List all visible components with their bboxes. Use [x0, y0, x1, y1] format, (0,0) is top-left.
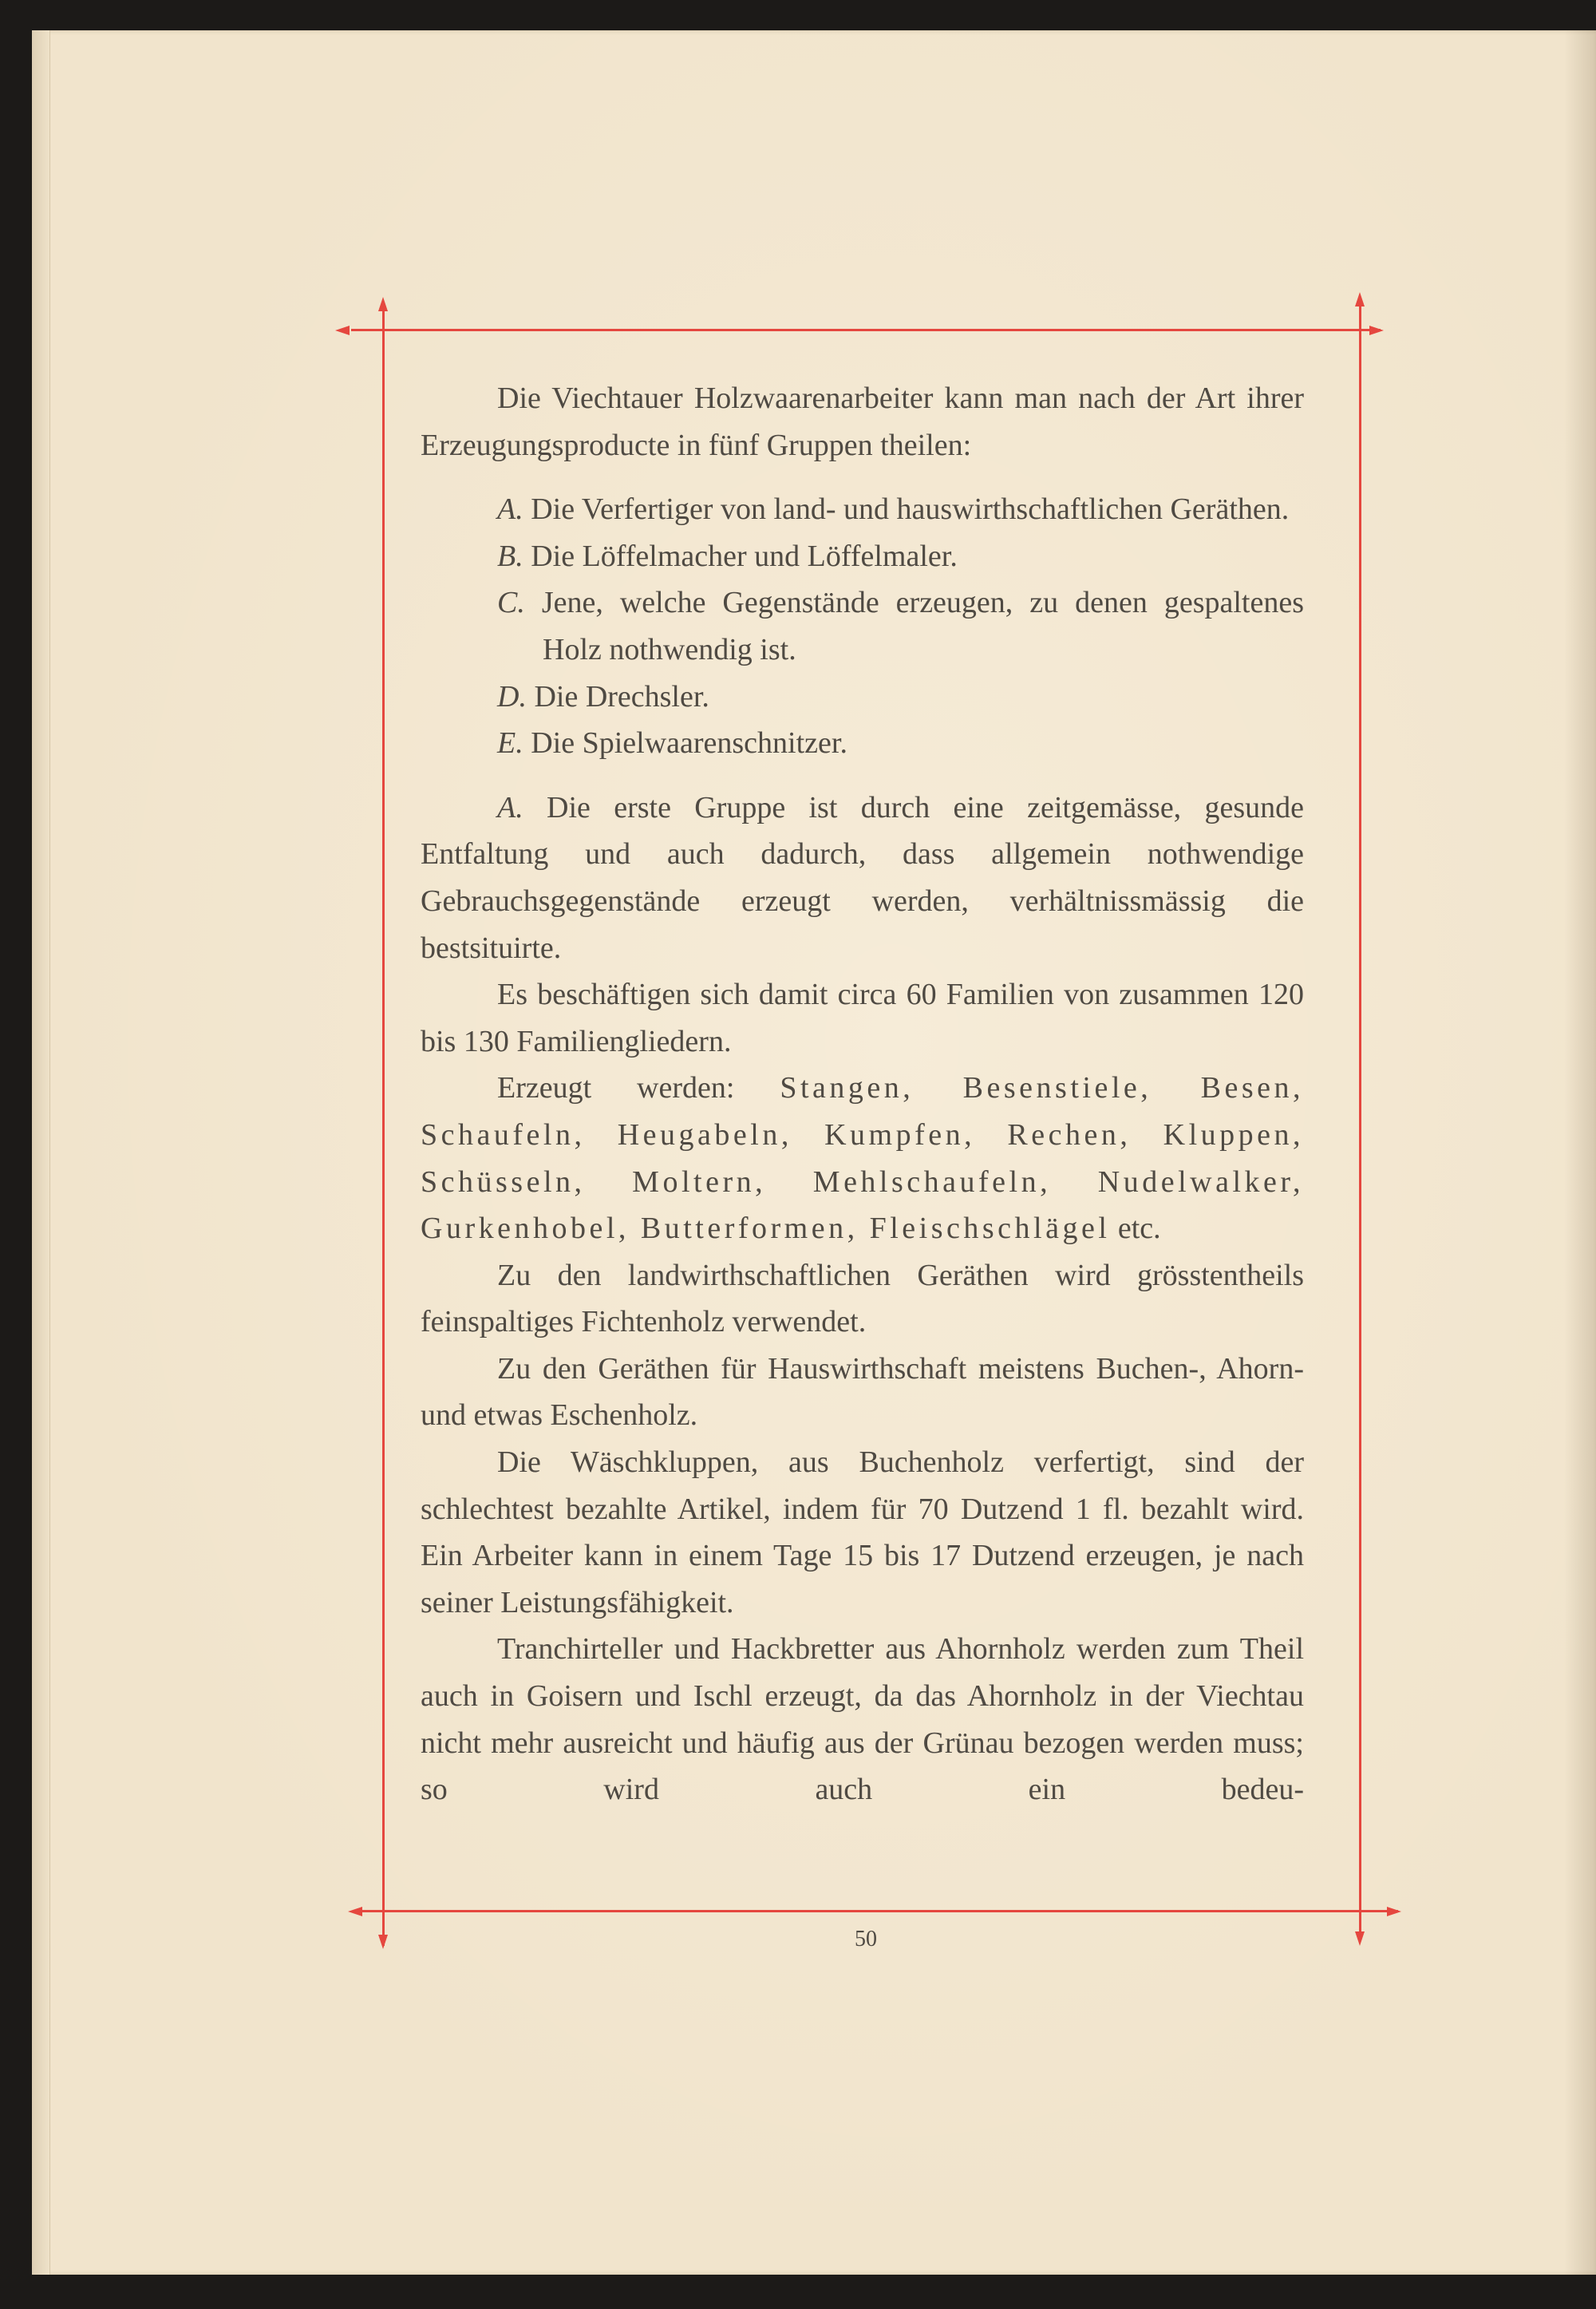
group-text: Die Drechsler. [534, 679, 709, 714]
intro-paragraph: Die Viechtauer Holzwaarenarbeiter kann man nach der Art ihrer Erzeugungsproducte in fünf Gruppen theilen: [421, 382, 1304, 462]
group-list [421, 486, 1304, 767]
group-letter: E. [497, 726, 523, 761]
group-letter: C. [497, 586, 525, 620]
group-letter: A. [497, 492, 523, 527]
group-text: Die Verfertiger von land- und hauswirthschaftlichen Geräthen. [531, 492, 1290, 527]
group-text: Die Spielwaarenschnitzer. [531, 726, 847, 761]
frame-arrow-top-left-icon [335, 326, 350, 335]
paragraph-text: Die erste Gruppe ist durch eine zeitgemässe, gesunde Entfaltung und auch dadurch, dass allgemein nothwendige Gebrauchsgegenstände erzeugt werden, verhältnissmässig die bestsituirte. [421, 790, 1304, 965]
gutter-shadow [1564, 30, 1596, 2275]
frame-arrow-top-right-icon [1369, 326, 1384, 335]
page-edge [32, 30, 50, 2275]
list-item [421, 579, 1304, 673]
paragraph: Die Wäschkluppen, aus Buchenholz verfertigt, sind der schlechtest bezahlte Artikel, indem für 70 Dutzend 1 fl. bezahlt wird. Ein Arbeiter kann in einem Tage 15 bis 17 Dutzend erzeugen, je nach seiner Leistungsfähigkeit. [421, 1445, 1304, 1619]
paragraph-lead: Erzeugt werden: [497, 1071, 735, 1105]
frame-right-line [1359, 297, 1361, 1941]
page-number: 50 [855, 1927, 877, 1951]
group-text: Die Löffelmacher und Löffelmaler. [531, 539, 958, 573]
list-item [421, 720, 1304, 767]
frame-left-line [382, 302, 385, 1946]
list-item [421, 533, 1304, 580]
group-letter: B. [497, 539, 523, 573]
paragraph: Zu den Geräthen für Hauswirthschaft meistens Buchen-, Ahorn- und etwas Eschenholz. [421, 1351, 1304, 1433]
section-letter: A. [497, 790, 523, 824]
list-item [421, 674, 1304, 721]
frame-arrow-bottom-right-down-icon [1355, 1931, 1365, 1946]
paragraph [421, 1065, 1304, 1251]
product-list: Stangen, Besenstiele, Besen, Schaufeln, Heugabeln, Kumpfen, Rechen, Kluppen, Schüsseln, Moltern, Mehlschaufeln, Nudelwalker, Gurkenhobel, Butterformen, Fleischschlägel [421, 1071, 1305, 1246]
group-letter: D. [497, 679, 527, 714]
frame-arrow-top-right-up-icon [1355, 292, 1365, 306]
frame-arrow-top-left-up-icon [378, 297, 388, 311]
paragraph: Tranchirteller und Hackbretter aus Ahornholz werden zum Theil auch in Goisern und Ischl erzeugt, da das Ahornholz in der Viechtau nicht mehr ausreicht und häufig aus der Grünau bezogen werden muss; so wird auch ein bedeu- [421, 1632, 1304, 1807]
paragraph: Zu den landwirthschaftlichen Geräthen wird grösstentheils feinspaltiges Fichtenholz verwendet. [421, 1258, 1304, 1339]
frame-arrow-bottom-left-icon [348, 1907, 362, 1916]
paragraph [421, 785, 1304, 971]
group-text: Jene, welche Gegenstände erzeugen, zu denen gespaltenes Holz nothwendig ist. [541, 586, 1304, 666]
frame-arrow-bottom-left-down-icon [378, 1935, 388, 1949]
frame-arrow-bottom-right-icon [1387, 1907, 1401, 1916]
list-item [421, 486, 1304, 533]
paragraph: Es beschäftigen sich damit circa 60 Familien von zusammen 120 bis 130 Familiengliedern. [421, 978, 1304, 1058]
paragraph-tail: etc. [1117, 1212, 1161, 1246]
frame-bottom-line [353, 1910, 1398, 1912]
frame-top-line [351, 329, 1381, 331]
body-text [421, 375, 1304, 1813]
